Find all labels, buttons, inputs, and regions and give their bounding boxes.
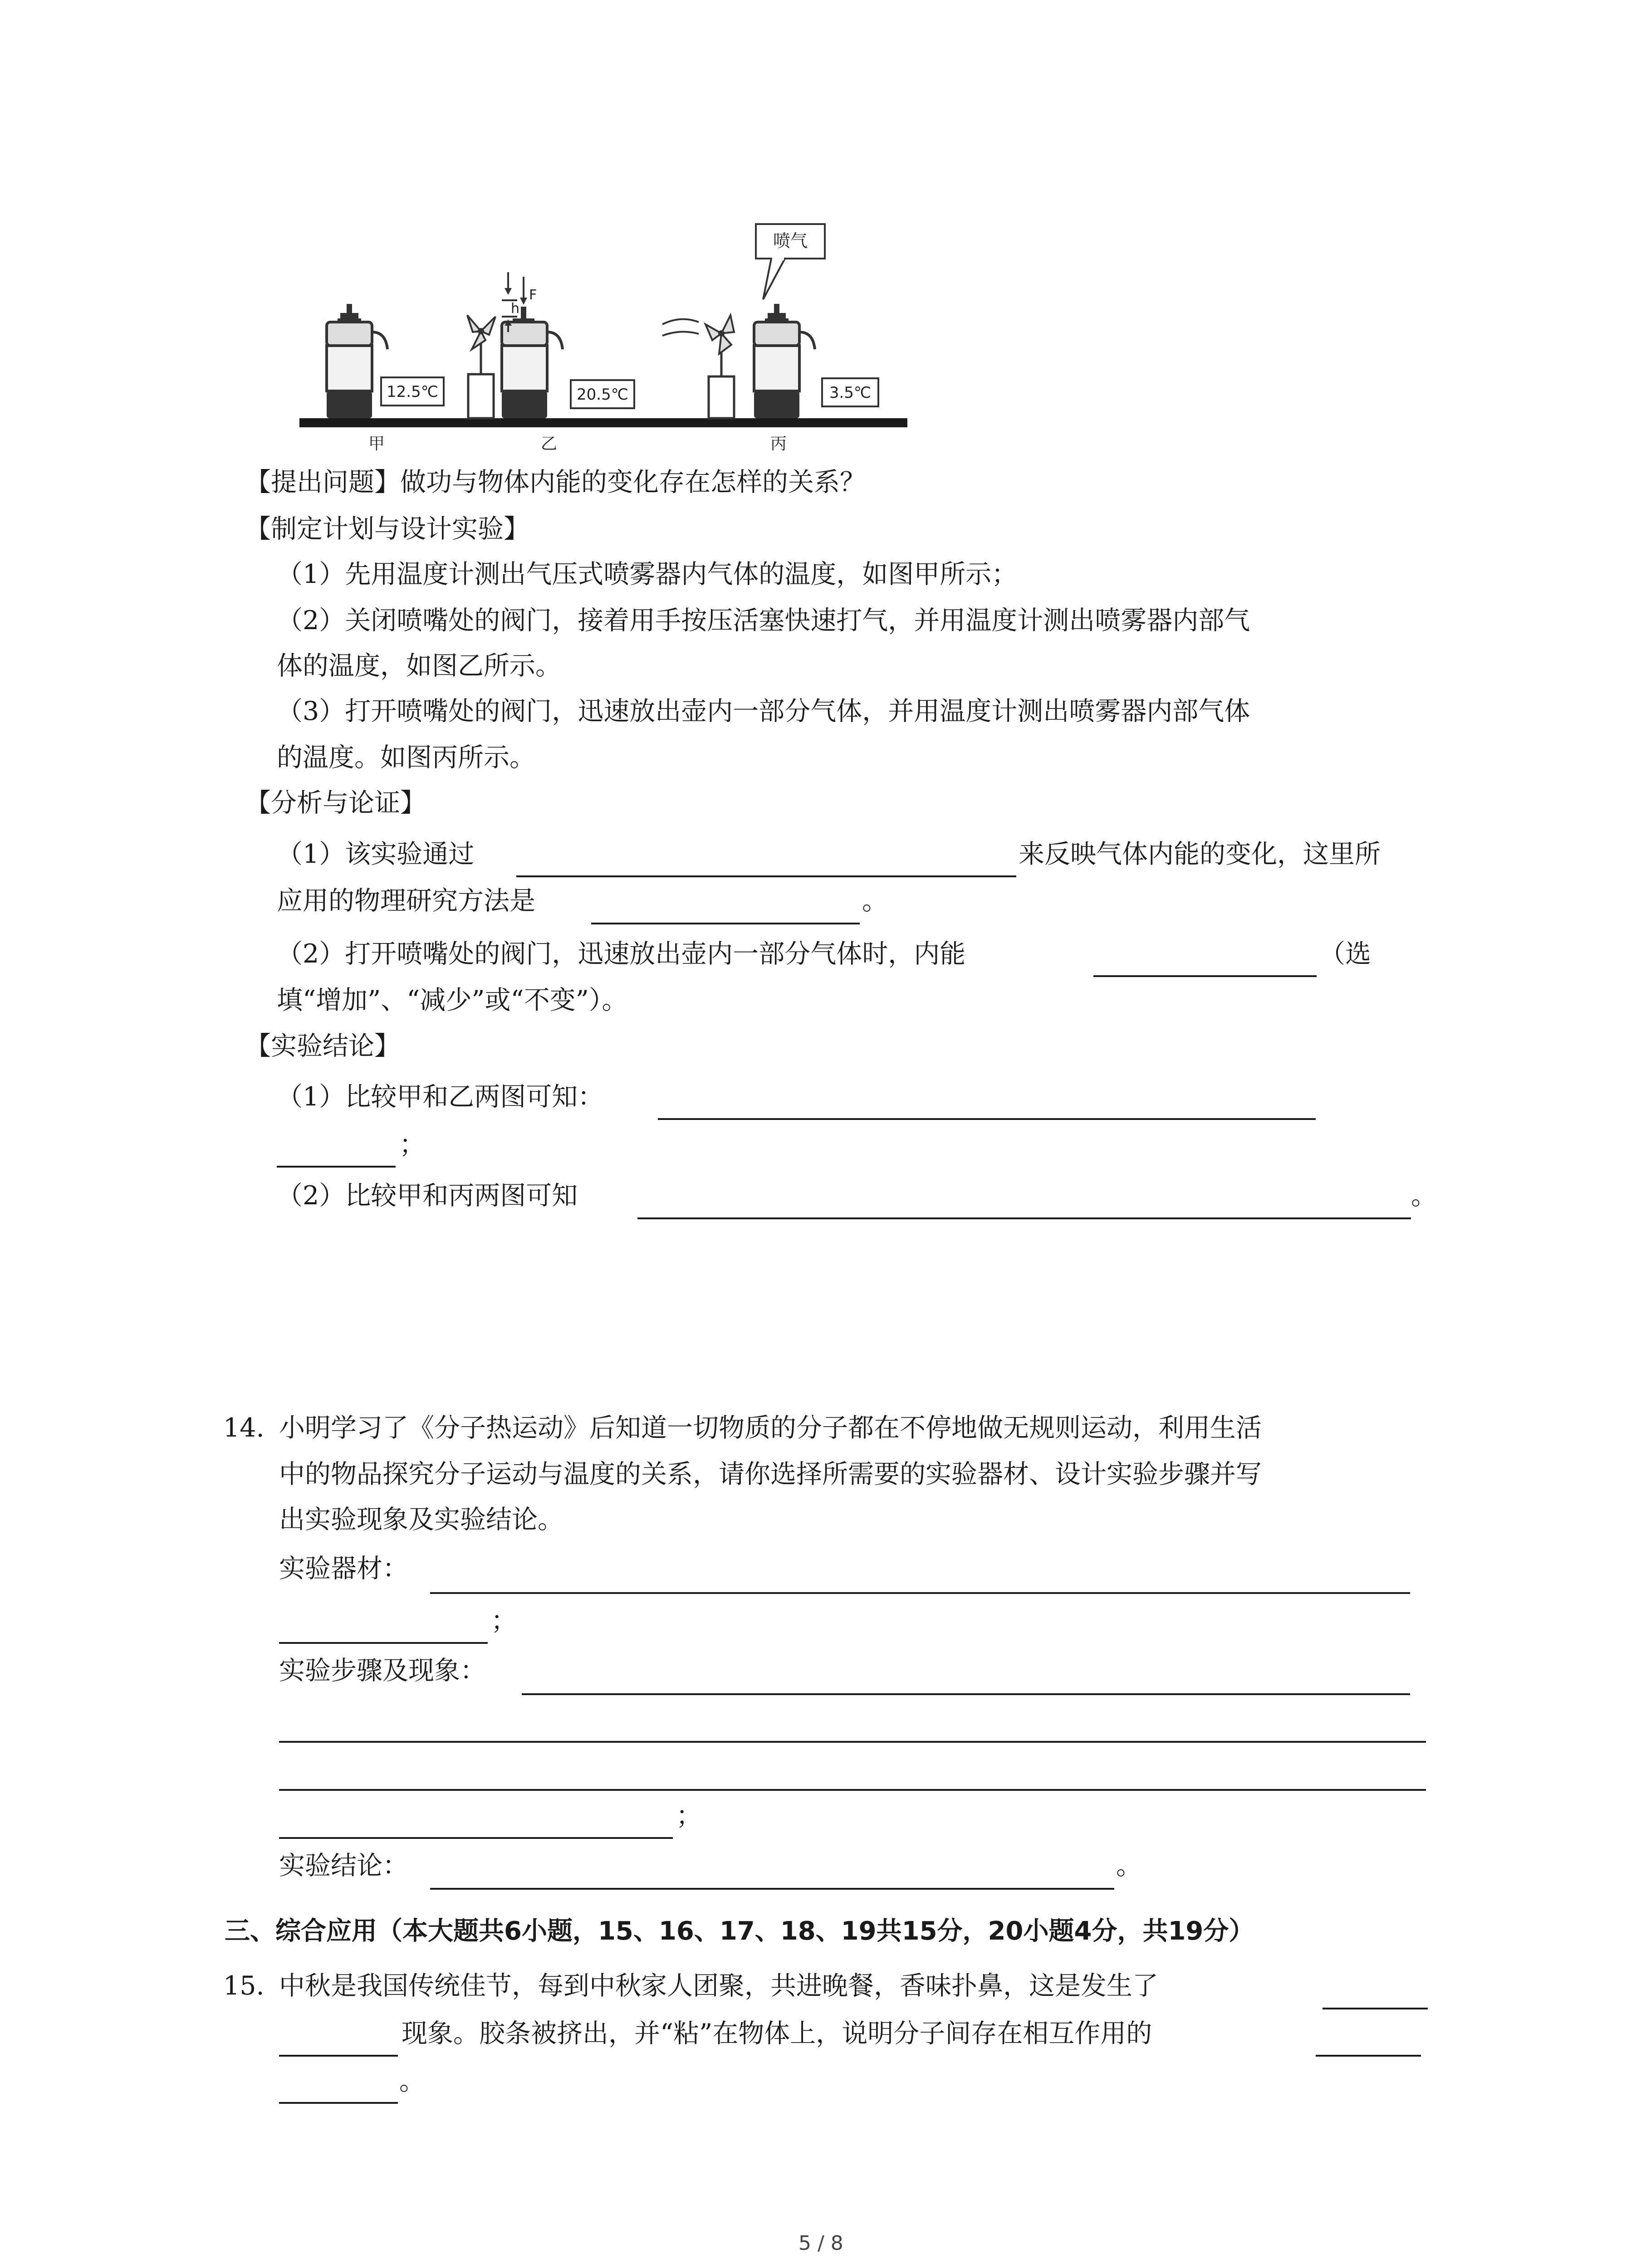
conclusion-2-pre: （2）比较甲和丙两图可知 (277, 1181, 578, 1211)
analysis-1-blank[interactable] (516, 875, 1016, 877)
section-3-heading: 三、综合应用（本大题共6小题，15、16、17、18、19共15分，20小题4分，共19分） (225, 1916, 1254, 1946)
steps-blank-d[interactable] (279, 1837, 673, 1839)
conclusion-1-blank-b[interactable] (277, 1166, 396, 1168)
q14-conclusion-blank[interactable] (430, 1888, 1114, 1890)
q14-number: 14. (223, 1413, 265, 1443)
q15-end: 。 (399, 2066, 425, 2096)
analysis-2-post: （选 (1319, 939, 1371, 969)
q14-conclusion-label: 实验结论： (279, 1851, 408, 1881)
step-3-line-1: （3）打开喷嘴处的阀门，迅速放出壶内一部分气体，并用温度计测出喷雾器内部气体 (277, 696, 1250, 726)
pinwheel-bing (705, 315, 734, 418)
conclusion-1-blank-a[interactable] (658, 1118, 1316, 1120)
step-2-line-1: （2）关闭喷嘴处的阀门，接着用手按压活塞快速打气，并用温度计测出喷雾器内部气 (277, 606, 1250, 635)
temp-jia: 12.5℃ (387, 383, 438, 401)
q15-blank-2b[interactable] (279, 2102, 398, 2104)
thermometer-display-bing (822, 378, 878, 406)
q15-blank-2a[interactable] (1316, 2055, 1421, 2057)
step-1: （1）先用温度计测出气压式喷雾器内气体的温度，如图甲所示； (277, 559, 1018, 589)
internal-energy-blank[interactable] (1093, 975, 1317, 977)
q15-line-1: 中秋是我国传统佳节，每到中秋家人团聚，共进晚餐，香味扑鼻，这是发生了 (279, 1971, 1158, 2001)
raise-question: 【提出问题】做功与物体内能的变化存在怎样的关系？ (245, 467, 866, 497)
q14-conclusion-end: 。 (1116, 1851, 1142, 1881)
analysis-heading: 【分析与论证】 (245, 788, 426, 818)
conclusion-1-pre: （1）比较甲和乙两图可知： (277, 1082, 604, 1112)
temp-bing: 3.5℃ (829, 384, 872, 402)
method-blank[interactable] (591, 923, 860, 924)
steps-blank-a[interactable] (522, 1693, 1410, 1695)
temp-yi: 20.5℃ (577, 386, 628, 404)
conclusion-heading: 【实验结论】 (245, 1031, 400, 1061)
sprayer-yi (502, 272, 563, 418)
materials-label: 实验器材： (279, 1554, 408, 1584)
steps-label: 实验步骤及现象： (279, 1656, 486, 1686)
q15-number: 15. (223, 1971, 265, 2001)
analysis-2-pre: （2）打开喷嘴处的阀门，迅速放出壶内一部分气体时，内能 (277, 939, 966, 969)
conclusion-2-end: 。 (1411, 1181, 1437, 1211)
pinwheel-yi (467, 315, 495, 418)
materials-end: ； (491, 1606, 517, 1636)
h-label: h (511, 301, 520, 317)
conclusion-2-blank[interactable] (637, 1217, 1411, 1219)
q14-line-3: 出实验现象及实验结论。 (279, 1505, 563, 1535)
analysis-1-pre: （1）该实验通过 (277, 839, 475, 869)
caption-yi: 乙 (540, 435, 558, 453)
analysis-1-post: 来反映气体内能的变化，这里所 (1019, 839, 1381, 869)
steps-blank-b[interactable] (279, 1741, 1426, 1743)
conclusion-1-end: ； (399, 1129, 425, 1159)
materials-blank-a[interactable] (430, 1592, 1410, 1594)
sprayer-jia (327, 304, 387, 418)
bubble-label: 喷气 (773, 231, 808, 251)
q14-line-1: 小明学习了《分子热运动》后知道一切物质的分子都在不停地做无规则运动，利用生活 (279, 1413, 1262, 1443)
q15-line-2: 现象。胶条被挤出，并“粘”在物体上，说明分子间存在相互作用的 (402, 2019, 1152, 2048)
q15-blank-1b[interactable] (279, 2055, 398, 2057)
sprayer-bing (754, 304, 815, 418)
thermometer-display-jia (381, 377, 444, 406)
steps-blank-c[interactable] (279, 1789, 1426, 1791)
f-label: F (529, 287, 537, 303)
step-3-line-2: 的温度。如图丙所示。 (277, 743, 535, 772)
q15-blank-1a[interactable] (1323, 2008, 1428, 2009)
speech-bubble (756, 224, 825, 299)
steps-end: ； (676, 1801, 702, 1831)
thermometer-display-yi (571, 380, 634, 408)
caption-jia: 甲 (368, 435, 385, 453)
analysis-1-line2-pre: 应用的物理研究方法是 (277, 886, 535, 916)
q14-line-2: 中的物品探究分子运动与温度的关系，请你选择所需要的实验器材、设计实验步骤并写 (279, 1459, 1262, 1489)
step-2-line-2: 体的温度，如图乙所示。 (277, 651, 561, 681)
caption-bing: 丙 (770, 435, 787, 453)
plan-heading: 【制定计划与设计实验】 (245, 514, 529, 544)
experiment-figure (290, 213, 916, 467)
analysis-2-line2: 填“增加”、“减少”或“不变”）。 (277, 985, 628, 1015)
analysis-1-line2-post: 。 (862, 886, 888, 916)
page-number: 5 / 8 (798, 2232, 843, 2255)
materials-blank-b[interactable] (279, 1642, 488, 1644)
